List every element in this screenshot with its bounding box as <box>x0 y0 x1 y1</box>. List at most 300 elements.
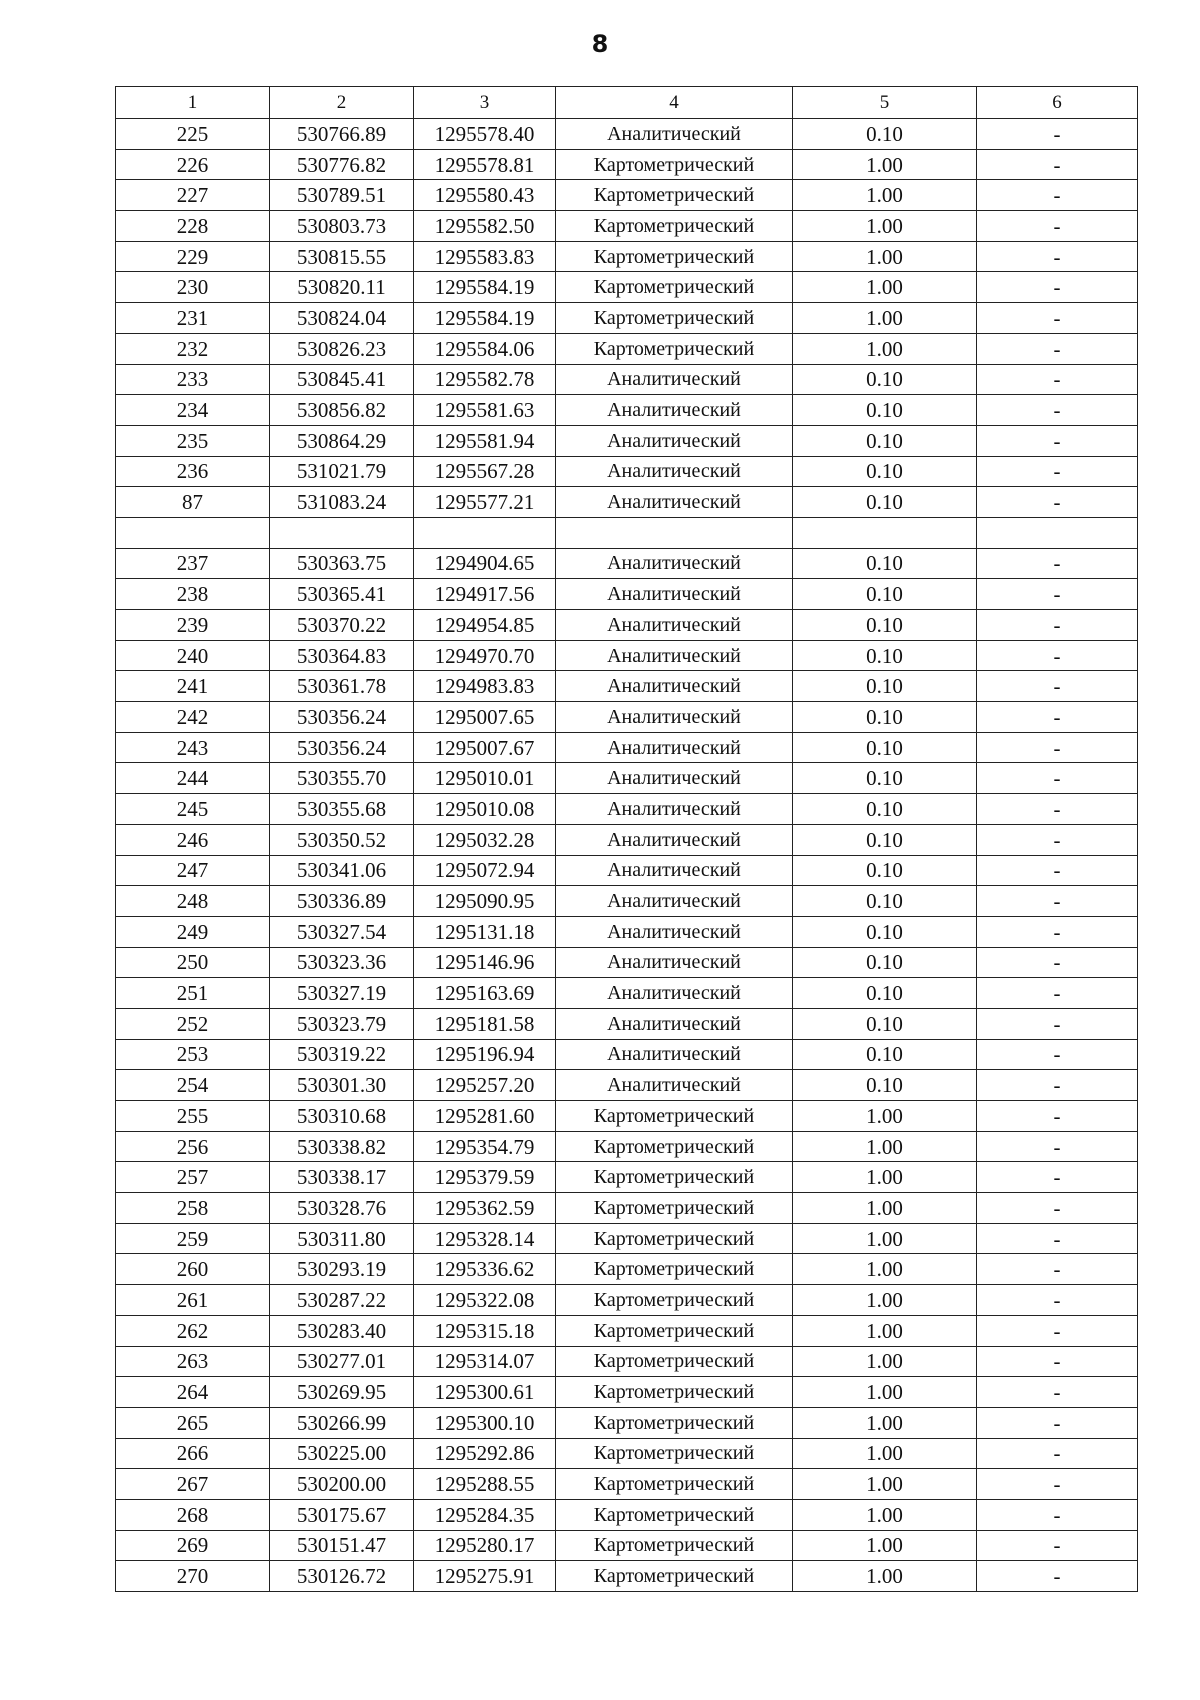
method-cell: Аналитический <box>556 1008 793 1039</box>
y-coordinate-cell: 1295010.08 <box>414 794 556 825</box>
point-number-cell: 233 <box>116 364 270 395</box>
point-number-cell: 258 <box>116 1193 270 1224</box>
accuracy-cell: 0.10 <box>793 425 977 456</box>
note-cell <box>977 517 1138 548</box>
x-coordinate-cell: 530803.73 <box>270 211 414 242</box>
note-cell: - <box>977 947 1138 978</box>
y-coordinate-cell: 1295032.28 <box>414 824 556 855</box>
method-cell: Картометрический <box>556 1285 793 1316</box>
accuracy-cell: 0.10 <box>793 916 977 947</box>
x-coordinate-cell: 530815.55 <box>270 241 414 272</box>
table-row <box>116 1499 1138 1530</box>
x-coordinate-cell: 530310.68 <box>270 1101 414 1132</box>
accuracy-cell: 1.00 <box>793 333 977 364</box>
accuracy-cell: 1.00 <box>793 211 977 242</box>
accuracy-cell: 1.00 <box>793 303 977 334</box>
x-coordinate-cell: 530824.04 <box>270 303 414 334</box>
y-coordinate-cell: 1295072.94 <box>414 855 556 886</box>
note-cell: - <box>977 303 1138 334</box>
x-coordinate-cell: 530175.67 <box>270 1499 414 1530</box>
point-number-cell: 268 <box>116 1499 270 1530</box>
y-coordinate-cell: 1295322.08 <box>414 1285 556 1316</box>
method-cell: Аналитический <box>556 702 793 733</box>
point-number-cell: 253 <box>116 1039 270 1070</box>
method-cell: Картометрический <box>556 333 793 364</box>
note-cell: - <box>977 149 1138 180</box>
method-cell: Картометрический <box>556 211 793 242</box>
method-cell: Картометрический <box>556 241 793 272</box>
accuracy-cell: 1.00 <box>793 1254 977 1285</box>
method-cell: Аналитический <box>556 579 793 610</box>
method-cell: Аналитический <box>556 916 793 947</box>
note-cell: - <box>977 1315 1138 1346</box>
method-cell: Аналитический <box>556 364 793 395</box>
table-row <box>116 732 1138 763</box>
method-cell: Аналитический <box>556 671 793 702</box>
note-cell: - <box>977 579 1138 610</box>
point-number-cell: 245 <box>116 794 270 825</box>
point-number-cell: 240 <box>116 640 270 671</box>
table-row <box>116 1254 1138 1285</box>
note-cell: - <box>977 794 1138 825</box>
table-row <box>116 1193 1138 1224</box>
note-cell: - <box>977 610 1138 641</box>
accuracy-cell: 1.00 <box>793 1285 977 1316</box>
accuracy-cell: 1.00 <box>793 1530 977 1561</box>
y-coordinate-cell: 1295196.94 <box>414 1039 556 1070</box>
x-coordinate-cell <box>270 517 414 548</box>
accuracy-cell: 0.10 <box>793 886 977 917</box>
x-coordinate-cell: 530283.40 <box>270 1315 414 1346</box>
note-cell: - <box>977 1346 1138 1377</box>
table-row <box>116 702 1138 733</box>
point-number-cell: 244 <box>116 763 270 794</box>
table-row <box>116 1101 1138 1132</box>
table-row <box>116 487 1138 518</box>
table-row <box>116 119 1138 150</box>
x-coordinate-cell: 530856.82 <box>270 395 414 426</box>
accuracy-cell: 0.10 <box>793 671 977 702</box>
x-coordinate-cell: 530776.82 <box>270 149 414 180</box>
accuracy-cell: 1.00 <box>793 149 977 180</box>
method-cell: Аналитический <box>556 947 793 978</box>
note-cell: - <box>977 180 1138 211</box>
x-coordinate-cell: 530293.19 <box>270 1254 414 1285</box>
x-coordinate-cell: 530766.89 <box>270 119 414 150</box>
note-cell: - <box>977 1131 1138 1162</box>
y-coordinate-cell: 1295336.62 <box>414 1254 556 1285</box>
method-cell: Аналитический <box>556 886 793 917</box>
note-cell: - <box>977 364 1138 395</box>
x-coordinate-cell: 530370.22 <box>270 610 414 641</box>
y-coordinate-cell: 1295314.07 <box>414 1346 556 1377</box>
table-row <box>116 425 1138 456</box>
note-cell: - <box>977 1285 1138 1316</box>
note-cell: - <box>977 272 1138 303</box>
x-coordinate-cell: 530327.54 <box>270 916 414 947</box>
accuracy-cell: 1.00 <box>793 241 977 272</box>
accuracy-cell: 1.00 <box>793 1377 977 1408</box>
note-cell: - <box>977 548 1138 579</box>
method-cell: Картометрический <box>556 1131 793 1162</box>
y-coordinate-cell: 1295007.65 <box>414 702 556 733</box>
column-header: 4 <box>556 87 793 119</box>
x-coordinate-cell: 530200.00 <box>270 1469 414 1500</box>
point-number-cell: 232 <box>116 333 270 364</box>
note-cell: - <box>977 1223 1138 1254</box>
page-number: 8 <box>591 30 609 58</box>
accuracy-cell: 1.00 <box>793 1407 977 1438</box>
note-cell: - <box>977 824 1138 855</box>
note-cell: - <box>977 1070 1138 1101</box>
note-cell: - <box>977 211 1138 242</box>
y-coordinate-cell: 1295090.95 <box>414 886 556 917</box>
point-number-cell: 250 <box>116 947 270 978</box>
accuracy-cell: 0.10 <box>793 1008 977 1039</box>
note-cell: - <box>977 1254 1138 1285</box>
table-row <box>116 1008 1138 1039</box>
note-cell: - <box>977 732 1138 763</box>
point-number-cell: 241 <box>116 671 270 702</box>
x-coordinate-cell: 530364.83 <box>270 640 414 671</box>
table-row <box>116 395 1138 426</box>
accuracy-cell: 1.00 <box>793 1131 977 1162</box>
y-coordinate-cell: 1295292.86 <box>414 1438 556 1469</box>
y-coordinate-cell: 1295584.06 <box>414 333 556 364</box>
column-header: 5 <box>793 87 977 119</box>
method-cell: Аналитический <box>556 978 793 1009</box>
x-coordinate-cell: 530820.11 <box>270 272 414 303</box>
point-number-cell: 259 <box>116 1223 270 1254</box>
x-coordinate-cell: 530126.72 <box>270 1561 414 1592</box>
point-number-cell: 251 <box>116 978 270 1009</box>
point-number-cell: 237 <box>116 548 270 579</box>
table-row <box>116 916 1138 947</box>
y-coordinate-cell: 1295257.20 <box>414 1070 556 1101</box>
point-number-cell: 267 <box>116 1469 270 1500</box>
x-coordinate-cell: 530789.51 <box>270 180 414 211</box>
x-coordinate-cell: 530287.22 <box>270 1285 414 1316</box>
note-cell: - <box>977 1193 1138 1224</box>
method-cell <box>556 517 793 548</box>
y-coordinate-cell: 1295300.61 <box>414 1377 556 1408</box>
y-coordinate-cell: 1295146.96 <box>414 947 556 978</box>
method-cell: Аналитический <box>556 794 793 825</box>
table-row <box>116 610 1138 641</box>
accuracy-cell: 1.00 <box>793 1346 977 1377</box>
point-number-cell: 262 <box>116 1315 270 1346</box>
table-row <box>116 1438 1138 1469</box>
y-coordinate-cell: 1295007.67 <box>414 732 556 763</box>
accuracy-cell: 0.10 <box>793 364 977 395</box>
y-coordinate-cell: 1294983.83 <box>414 671 556 702</box>
table-row <box>116 1285 1138 1316</box>
method-cell: Аналитический <box>556 640 793 671</box>
table-row <box>116 978 1138 1009</box>
x-coordinate-cell: 530826.23 <box>270 333 414 364</box>
table-row <box>116 855 1138 886</box>
note-cell: - <box>977 640 1138 671</box>
method-cell: Картометрический <box>556 1193 793 1224</box>
point-number-cell: 248 <box>116 886 270 917</box>
point-number-cell: 249 <box>116 916 270 947</box>
y-coordinate-cell: 1295328.14 <box>414 1223 556 1254</box>
method-cell: Аналитический <box>556 425 793 456</box>
note-cell: - <box>977 916 1138 947</box>
point-number-cell: 239 <box>116 610 270 641</box>
note-cell: - <box>977 855 1138 886</box>
note-cell: - <box>977 333 1138 364</box>
point-number-cell: 228 <box>116 211 270 242</box>
accuracy-cell: 1.00 <box>793 1438 977 1469</box>
table-row <box>116 1561 1138 1592</box>
method-cell: Картометрический <box>556 303 793 334</box>
table-row <box>116 886 1138 917</box>
x-coordinate-cell: 530365.41 <box>270 579 414 610</box>
accuracy-cell: 0.10 <box>793 579 977 610</box>
table-row <box>116 517 1138 548</box>
table-row <box>116 1407 1138 1438</box>
point-number-cell: 246 <box>116 824 270 855</box>
y-coordinate-cell: 1295581.63 <box>414 395 556 426</box>
point-number-cell: 256 <box>116 1131 270 1162</box>
note-cell: - <box>977 1377 1138 1408</box>
method-cell: Аналитический <box>556 395 793 426</box>
y-coordinate-cell: 1295010.01 <box>414 763 556 794</box>
x-coordinate-cell: 530350.52 <box>270 824 414 855</box>
table-row <box>116 180 1138 211</box>
point-number-cell: 225 <box>116 119 270 150</box>
x-coordinate-cell: 531021.79 <box>270 456 414 487</box>
accuracy-cell: 1.00 <box>793 1223 977 1254</box>
method-cell: Картометрический <box>556 1438 793 1469</box>
accuracy-cell: 1.00 <box>793 1499 977 1530</box>
y-coordinate-cell: 1295163.69 <box>414 978 556 1009</box>
accuracy-cell: 0.10 <box>793 978 977 1009</box>
point-number-cell: 230 <box>116 272 270 303</box>
accuracy-cell: 0.10 <box>793 794 977 825</box>
accuracy-cell: 0.10 <box>793 732 977 763</box>
note-cell: - <box>977 456 1138 487</box>
accuracy-cell: 0.10 <box>793 824 977 855</box>
note-cell: - <box>977 1008 1138 1039</box>
table-row <box>116 211 1138 242</box>
method-cell: Аналитический <box>556 824 793 855</box>
table-row <box>116 1223 1138 1254</box>
table-row <box>116 1070 1138 1101</box>
y-coordinate-cell <box>414 517 556 548</box>
method-cell: Картометрический <box>556 180 793 211</box>
point-number-cell: 270 <box>116 1561 270 1592</box>
point-number-cell: 264 <box>116 1377 270 1408</box>
x-coordinate-cell: 530269.95 <box>270 1377 414 1408</box>
method-cell: Аналитический <box>556 1070 793 1101</box>
y-coordinate-cell: 1295288.55 <box>414 1469 556 1500</box>
y-coordinate-cell: 1294917.56 <box>414 579 556 610</box>
table-row <box>116 1315 1138 1346</box>
accuracy-cell: 1.00 <box>793 1162 977 1193</box>
y-coordinate-cell: 1295354.79 <box>414 1131 556 1162</box>
accuracy-cell: 0.10 <box>793 395 977 426</box>
table-row <box>116 548 1138 579</box>
x-coordinate-cell: 530341.06 <box>270 855 414 886</box>
x-coordinate-cell: 530338.17 <box>270 1162 414 1193</box>
y-coordinate-cell: 1294904.65 <box>414 548 556 579</box>
x-coordinate-cell: 530864.29 <box>270 425 414 456</box>
x-coordinate-cell: 530323.36 <box>270 947 414 978</box>
table-row <box>116 579 1138 610</box>
table-row <box>116 824 1138 855</box>
y-coordinate-cell: 1295181.58 <box>414 1008 556 1039</box>
method-cell: Картометрический <box>556 1315 793 1346</box>
table-row <box>116 303 1138 334</box>
method-cell: Картометрический <box>556 1254 793 1285</box>
y-coordinate-cell: 1295583.83 <box>414 241 556 272</box>
accuracy-cell: 1.00 <box>793 272 977 303</box>
point-number-cell: 265 <box>116 1407 270 1438</box>
table-row <box>116 1530 1138 1561</box>
x-coordinate-cell: 531083.24 <box>270 487 414 518</box>
x-coordinate-cell: 530336.89 <box>270 886 414 917</box>
table-row <box>116 241 1138 272</box>
y-coordinate-cell: 1295275.91 <box>414 1561 556 1592</box>
y-coordinate-cell: 1295582.50 <box>414 211 556 242</box>
table-header-row <box>116 87 1138 119</box>
y-coordinate-cell: 1295300.10 <box>414 1407 556 1438</box>
accuracy-cell: 1.00 <box>793 180 977 211</box>
point-number-cell: 254 <box>116 1070 270 1101</box>
point-number-cell: 247 <box>116 855 270 886</box>
method-cell: Аналитический <box>556 732 793 763</box>
y-coordinate-cell: 1295131.18 <box>414 916 556 947</box>
table-row <box>116 1377 1138 1408</box>
accuracy-cell: 0.10 <box>793 610 977 641</box>
note-cell: - <box>977 763 1138 794</box>
point-number-cell: 229 <box>116 241 270 272</box>
accuracy-cell: 1.00 <box>793 1101 977 1132</box>
table-row <box>116 794 1138 825</box>
table-row <box>116 947 1138 978</box>
accuracy-cell: 1.00 <box>793 1469 977 1500</box>
method-cell: Картометрический <box>556 1223 793 1254</box>
y-coordinate-cell: 1295580.43 <box>414 180 556 211</box>
table-row <box>116 364 1138 395</box>
method-cell: Картометрический <box>556 272 793 303</box>
x-coordinate-cell: 530277.01 <box>270 1346 414 1377</box>
note-cell: - <box>977 671 1138 702</box>
accuracy-cell: 1.00 <box>793 1561 977 1592</box>
note-cell: - <box>977 1162 1138 1193</box>
point-number-cell: 226 <box>116 149 270 180</box>
table-body <box>116 87 1138 1592</box>
x-coordinate-cell: 530327.19 <box>270 978 414 1009</box>
coordinates-table <box>115 86 1138 1592</box>
point-number-cell: 243 <box>116 732 270 763</box>
point-number-cell <box>116 517 270 548</box>
method-cell: Аналитический <box>556 456 793 487</box>
table-row <box>116 1039 1138 1070</box>
table-row <box>116 333 1138 364</box>
method-cell: Аналитический <box>556 855 793 886</box>
y-coordinate-cell: 1295315.18 <box>414 1315 556 1346</box>
y-coordinate-cell: 1295581.94 <box>414 425 556 456</box>
point-number-cell: 87 <box>116 487 270 518</box>
x-coordinate-cell: 530311.80 <box>270 1223 414 1254</box>
column-header: 3 <box>414 87 556 119</box>
y-coordinate-cell: 1295582.78 <box>414 364 556 395</box>
method-cell: Картометрический <box>556 1499 793 1530</box>
table-row <box>116 1162 1138 1193</box>
accuracy-cell: 0.10 <box>793 487 977 518</box>
x-coordinate-cell: 530355.70 <box>270 763 414 794</box>
y-coordinate-cell: 1295362.59 <box>414 1193 556 1224</box>
note-cell: - <box>977 1438 1138 1469</box>
y-coordinate-cell: 1294954.85 <box>414 610 556 641</box>
note-cell: - <box>977 241 1138 272</box>
y-coordinate-cell: 1295584.19 <box>414 303 556 334</box>
accuracy-cell: 0.10 <box>793 456 977 487</box>
point-number-cell: 234 <box>116 395 270 426</box>
x-coordinate-cell: 530361.78 <box>270 671 414 702</box>
table-row <box>116 763 1138 794</box>
accuracy-cell: 1.00 <box>793 1193 977 1224</box>
method-cell: Картометрический <box>556 1346 793 1377</box>
column-header: 2 <box>270 87 414 119</box>
x-coordinate-cell: 530845.41 <box>270 364 414 395</box>
table-row <box>116 1131 1138 1162</box>
note-cell: - <box>977 886 1138 917</box>
accuracy-cell: 0.10 <box>793 1070 977 1101</box>
table-row <box>116 640 1138 671</box>
accuracy-cell: 0.10 <box>793 119 977 150</box>
point-number-cell: 242 <box>116 702 270 733</box>
table-row <box>116 1346 1138 1377</box>
y-coordinate-cell: 1295281.60 <box>414 1101 556 1132</box>
point-number-cell: 238 <box>116 579 270 610</box>
x-coordinate-cell: 530323.79 <box>270 1008 414 1039</box>
table-row <box>116 149 1138 180</box>
method-cell: Аналитический <box>556 610 793 641</box>
point-number-cell: 260 <box>116 1254 270 1285</box>
note-cell: - <box>977 1530 1138 1561</box>
y-coordinate-cell: 1295567.28 <box>414 456 556 487</box>
x-coordinate-cell: 530355.68 <box>270 794 414 825</box>
note-cell: - <box>977 487 1138 518</box>
note-cell: - <box>977 395 1138 426</box>
x-coordinate-cell: 530266.99 <box>270 1407 414 1438</box>
y-coordinate-cell: 1295284.35 <box>414 1499 556 1530</box>
method-cell: Картометрический <box>556 1530 793 1561</box>
y-coordinate-cell: 1295578.40 <box>414 119 556 150</box>
x-coordinate-cell: 530338.82 <box>270 1131 414 1162</box>
point-number-cell: 235 <box>116 425 270 456</box>
method-cell: Картометрический <box>556 1377 793 1408</box>
method-cell: Картометрический <box>556 1101 793 1132</box>
note-cell: - <box>977 1039 1138 1070</box>
point-number-cell: 227 <box>116 180 270 211</box>
accuracy-cell: 0.10 <box>793 763 977 794</box>
y-coordinate-cell: 1295578.81 <box>414 149 556 180</box>
accuracy-cell: 0.10 <box>793 640 977 671</box>
accuracy-cell: 1.00 <box>793 1315 977 1346</box>
table-row <box>116 1469 1138 1500</box>
y-coordinate-cell: 1295379.59 <box>414 1162 556 1193</box>
point-number-cell: 269 <box>116 1530 270 1561</box>
y-coordinate-cell: 1295280.17 <box>414 1530 556 1561</box>
method-cell: Картометрический <box>556 149 793 180</box>
note-cell: - <box>977 702 1138 733</box>
point-number-cell: 261 <box>116 1285 270 1316</box>
